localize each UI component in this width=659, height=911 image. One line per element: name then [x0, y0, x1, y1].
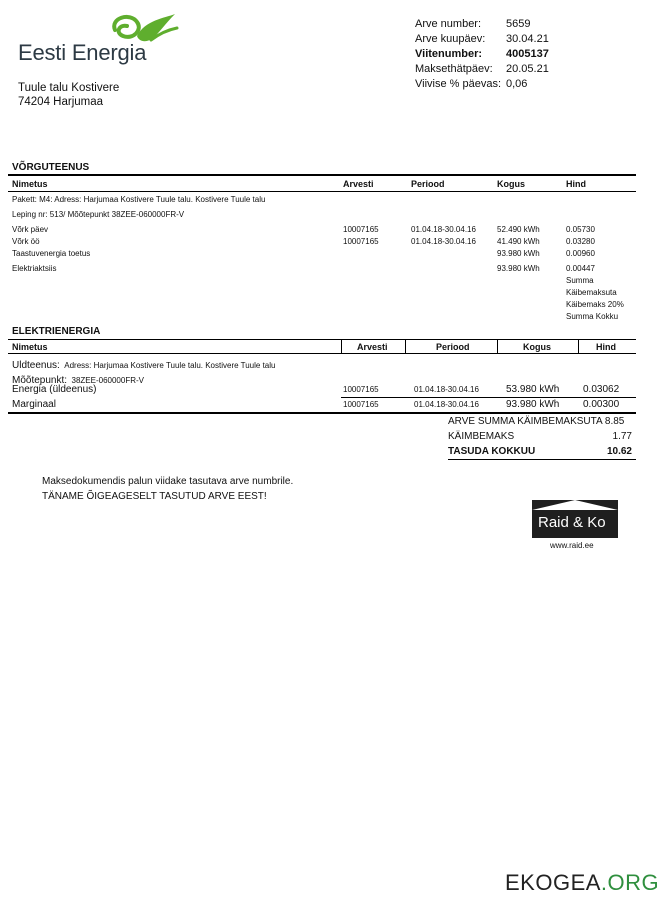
- network-col-meter: Arvesti: [343, 179, 374, 189]
- energy-col-divider: [578, 339, 579, 353]
- energy-col-divider: [341, 339, 342, 353]
- energy-col-period: Periood: [436, 342, 470, 352]
- network-package-line: Pakett: M4: Adress: Harjumaa Kostivere Tuule talu. Kostivere Tuule talu: [12, 195, 266, 204]
- network-row-qty: 93.980 kWh: [497, 264, 540, 273]
- energy-general-address: Adress: Harjumaa Kostivere Tuule talu. Kostivere Tuule talu: [64, 361, 276, 370]
- customer-address: 74204 Harjumaa: [18, 96, 104, 108]
- net-total-value: 8.85: [604, 416, 625, 427]
- printer-logo: [532, 500, 618, 538]
- printer-url: www.raid.ee: [550, 541, 594, 550]
- reference-number: 4005137: [506, 48, 549, 60]
- net-total-label: ARVE SUMMA KÄIMBEMAKSUTA: [448, 416, 603, 427]
- penalty-rate: 0,06: [506, 78, 528, 90]
- invoice-number: 5659: [506, 18, 531, 30]
- vat-value: 1.77: [612, 431, 632, 442]
- energy-row-rule: [341, 397, 636, 398]
- note-line-1: Maksedokumendis palun viidake tasutava arve numbrile.: [42, 476, 294, 487]
- network-row-qty: 93.980 kWh: [497, 249, 540, 258]
- watermark-main: EKOGEA: [505, 870, 601, 895]
- network-col-price: Hind: [566, 179, 586, 189]
- network-col-period: Periood: [411, 179, 445, 189]
- network-summary-label: Käibemaks 20%: [566, 300, 624, 309]
- network-contract-line: Leping nr: 513/ Mõõtepunkt 38ZEE-060000FR-V: [12, 210, 185, 219]
- network-row-period: 01.04.18-30.04.16: [411, 225, 476, 234]
- energy-col-meter: Arvesti: [357, 342, 388, 352]
- due-date: 20.05.21: [506, 63, 549, 75]
- total-label: TASUDA KOKKUU: [448, 446, 536, 457]
- network-row-name: Võrk päev: [12, 225, 49, 234]
- energy-point-label: Mõõtepunkt:: [12, 375, 68, 386]
- watermark-tld: .ORG: [600, 870, 659, 895]
- energy-row-meter: 10007165: [343, 400, 379, 409]
- network-row-price: 0.03280: [566, 237, 595, 246]
- energy-col-qty: Kogus: [523, 342, 551, 352]
- roof-icon: [532, 500, 618, 510]
- invoice-date: 30.04.21: [506, 33, 549, 45]
- energy-col-divider: [497, 339, 498, 353]
- reference-label: Viitenumber:: [415, 48, 483, 60]
- network-summary-label: Summa: [566, 276, 594, 285]
- due-date-label: Maksethätpäev:: [415, 63, 493, 75]
- network-row-price: 0.00960: [566, 249, 595, 258]
- energy-bottom-rule: [8, 412, 636, 414]
- network-row-meter: 10007165: [343, 237, 379, 246]
- energy-row-price: 0.03062: [583, 384, 620, 395]
- total-value: 10.62: [606, 446, 632, 457]
- energy-section-title: ELEKTRIENERGIA: [12, 326, 101, 337]
- energy-row-period: 01.04.18-30.04.16: [414, 385, 479, 394]
- invoice-date-label: Arve kuupäev:: [415, 33, 486, 45]
- energy-row-period: 01.04.18-30.04.16: [414, 400, 479, 409]
- net-total-line: [448, 416, 632, 427]
- network-section-title: VÕRGUTEENUS: [12, 162, 90, 173]
- customer-name: Tuule talu Kostivere: [18, 82, 120, 94]
- totals-rule: [448, 459, 636, 460]
- network-row-name: Võrk öö: [12, 237, 40, 246]
- energy-row-qty: 53.980 kWh: [506, 384, 560, 395]
- energy-col-name: Nimetus: [12, 342, 48, 352]
- printer-name: Raid & Ko: [538, 514, 606, 531]
- note-line-2: TÄNAME ÕIGEAGESELT TASUTUD ARVE EEST!: [42, 491, 267, 502]
- energy-point-value: 38ZEE-060000FR-V: [71, 376, 144, 385]
- vat-label: KÄIMBEMAKS: [448, 431, 515, 442]
- network-top-rule: [8, 174, 636, 176]
- network-row-qty: 52.490 kWh: [497, 225, 540, 234]
- network-row-name: Elektriaktsiis: [12, 264, 57, 273]
- invoice-number-label: Arve number:: [415, 18, 482, 30]
- energy-row-qty: 93.980 kWh: [506, 399, 560, 410]
- network-row-price: 0.00447: [566, 264, 595, 273]
- network-row-name: Taastuvenergia toetus: [12, 249, 91, 258]
- network-col-qty: Kogus: [497, 179, 525, 189]
- energy-col-divider: [405, 339, 406, 353]
- energy-col-price: Hind: [596, 342, 616, 352]
- penalty-label: Viivise % päevas:: [415, 78, 502, 90]
- brand-name: Eesti Energia: [18, 40, 147, 65]
- watermark: [505, 870, 659, 896]
- network-summary-label: Käibemaksuta: [566, 288, 617, 297]
- energy-row-name: Energia (üldeenus): [12, 384, 97, 395]
- network-summary-label: Summa Kokku: [566, 312, 619, 321]
- network-row-qty: 41.490 kWh: [497, 237, 540, 246]
- energy-row-name: Marginaal: [12, 399, 56, 410]
- network-col-name: Nimetus: [12, 179, 48, 189]
- energy-row-price: 0.00300: [583, 399, 620, 410]
- energy-header-rule: [8, 353, 636, 354]
- network-row-period: 01.04.18-30.04.16: [411, 237, 476, 246]
- network-row-price: 0.05730: [566, 225, 595, 234]
- energy-row-meter: 10007165: [343, 385, 379, 394]
- energy-top-rule: [8, 339, 636, 340]
- energy-general-label: Uldteenus:: [12, 360, 60, 371]
- network-row-meter: 10007165: [343, 225, 379, 234]
- network-header-rule: [8, 191, 636, 192]
